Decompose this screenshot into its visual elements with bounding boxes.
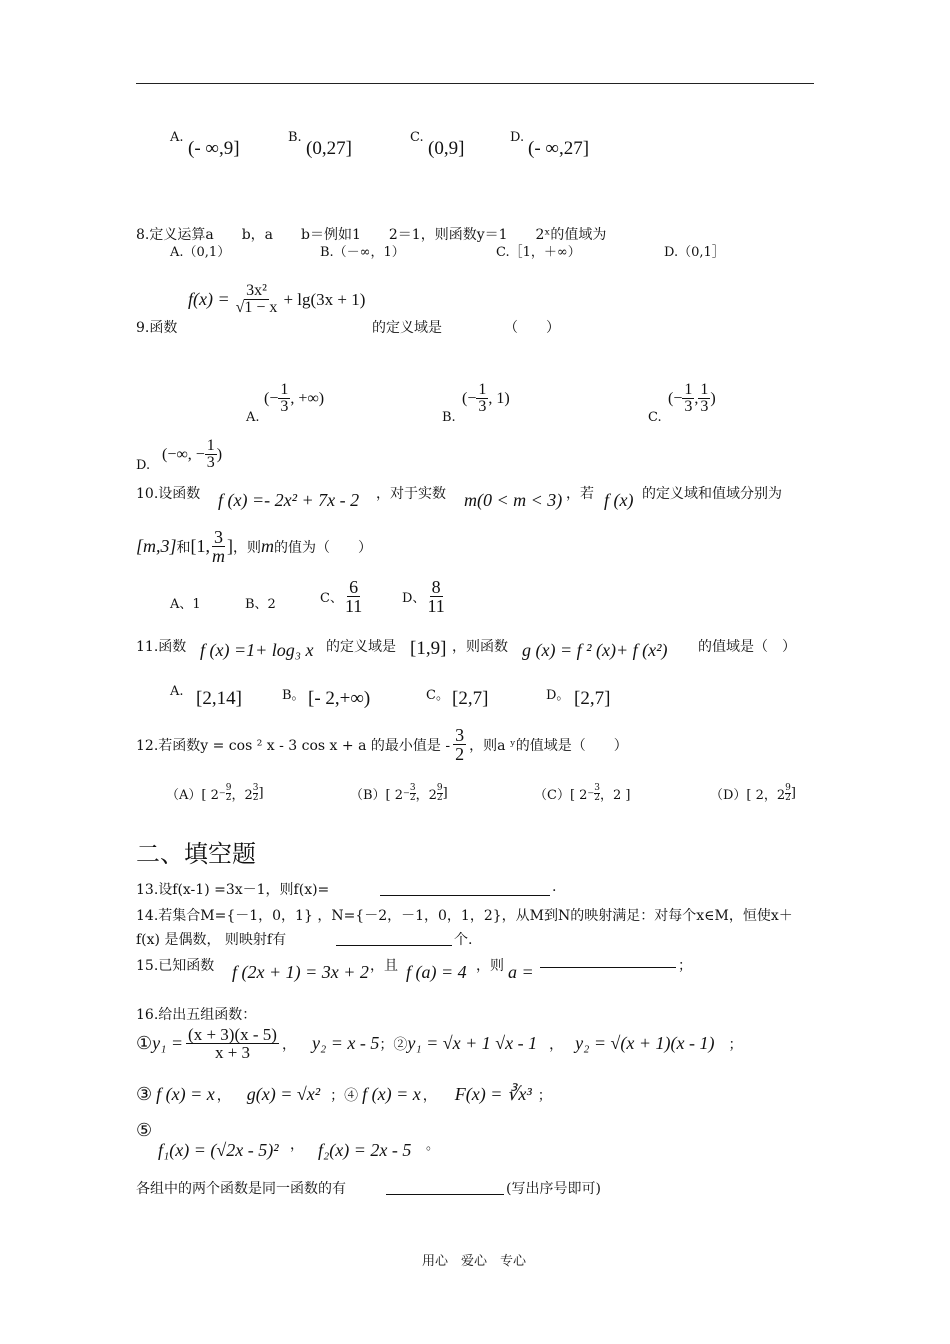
q10-c-den: 11: [344, 596, 363, 616]
q10-c-fraction: [343, 578, 364, 615]
q7-option-d-label: D.: [510, 130, 525, 145]
q11-option-d-value: [2,7]: [574, 688, 611, 709]
q12-a-end: ]: [258, 786, 264, 801]
q10-m: m: [261, 536, 275, 556]
q9-a-pre: (−: [264, 389, 279, 407]
q11-option-b-label: B。: [282, 688, 305, 703]
q9-c-den2: 3: [700, 398, 709, 415]
q12-b-n1: 3: [409, 783, 416, 793]
q9-option-d-value: [162, 438, 222, 471]
q9-a-fraction: [278, 382, 290, 415]
q12-d-d: 2: [785, 793, 791, 803]
q12-a-mid: ，2: [231, 788, 253, 803]
q9-formula-numerator: 3x²: [246, 282, 267, 299]
q9-d-den: 3: [206, 454, 215, 471]
q16-semi4: ；: [537, 1088, 552, 1104]
q11-g-function: g (x) = f ² (x)+ f (x²): [522, 640, 668, 660]
q16-comma1: ，: [281, 1037, 296, 1053]
q9-formula: [188, 283, 365, 316]
q8-option-a: A.（0,1）: [170, 245, 231, 260]
q11-mid2: ，则函数: [452, 639, 508, 655]
q7-option-d-value: (- ∞,27]: [528, 138, 590, 159]
q9-d-fraction: [205, 438, 217, 471]
q10-interval-fraction: [210, 528, 227, 565]
q9-option-d-label: D.: [136, 458, 151, 473]
q9-d-post: ): [216, 445, 223, 463]
q16-circle-2: ；②: [379, 1037, 408, 1053]
q15-end: ；: [678, 958, 692, 974]
q16-end5: 。: [426, 1138, 440, 1153]
q10-option-d: [402, 578, 447, 615]
q9-formula-tail: + lg(3x + 1): [283, 289, 366, 309]
q12-tail: ，则a ʸ的值域是（ ）: [469, 737, 628, 754]
header-rule: [136, 83, 814, 84]
q15-mid2: ，则: [476, 958, 504, 974]
q7-option-c-value: (0,9]: [428, 138, 465, 159]
q9-b-den: 3: [478, 398, 487, 415]
q12-option-b: [350, 784, 448, 803]
q9-option-b-value: [462, 382, 510, 415]
q11-option-d-label: D。: [546, 688, 570, 703]
q16-g3: g(x) = √x²: [246, 1084, 321, 1104]
q16-comma3: ，: [216, 1088, 231, 1104]
q10-prefix: 10.设函数: [136, 486, 201, 502]
q9-c-post: ): [710, 389, 716, 407]
q16-circle-3: ③: [136, 1084, 153, 1104]
q12-line: 12.若函数y = cos ² x - 3 cos x + a 的最小值是 -: [136, 737, 451, 754]
q10-and: 和: [176, 539, 191, 556]
q12-stem: [136, 726, 628, 763]
q9-a-post: , +∞): [290, 389, 325, 407]
q15-fa: f (a) = 4: [406, 962, 467, 982]
q16-y1-den: x + 3: [214, 1043, 251, 1062]
q9-option-a-value: [264, 382, 324, 415]
q16-title: 16.给出五组函数：: [136, 1007, 257, 1023]
q16-circle-1: ①: [136, 1033, 153, 1053]
q12-a-pre: （A）[ 2⁻: [166, 788, 226, 803]
q11-option-c-value: [2,7]: [452, 688, 489, 709]
q10-option-c: [320, 578, 364, 615]
q9-a-num: 1: [280, 381, 289, 398]
q9-b-fraction: [476, 382, 488, 415]
q16-f4: f (x) = x: [362, 1084, 421, 1104]
q11-prefix: 11.函数: [136, 639, 187, 655]
q11-option-a-value: [2,14]: [196, 688, 242, 709]
q12-frac-den: 2: [455, 744, 465, 764]
q16-comma4: ，: [422, 1088, 437, 1104]
q16-line2: [136, 1084, 552, 1105]
q10-interval-m3: [m,3]: [136, 536, 177, 556]
q8-option-d: D.（0,1］: [664, 245, 725, 260]
q12-a-n1: 9: [225, 783, 232, 793]
q10-interval-post: ]: [227, 536, 234, 556]
q12-b-n2: 9: [436, 783, 443, 793]
q13-answer-blank[interactable]: [380, 879, 550, 896]
q9-c-den1: 3: [684, 398, 693, 415]
q12-b-d1: 2: [409, 793, 416, 803]
q10-mid: ，对于实数: [376, 486, 446, 502]
q12-d-pre: （D）[ 2，2: [710, 788, 786, 803]
q16-y2b: y₂ = √(x + 1)(x - 1): [575, 1033, 715, 1053]
q12-c-pre: （C）[ 2⁻: [534, 788, 595, 803]
q16-answer-blank[interactable]: [386, 1178, 504, 1195]
q11-option-c-label: C。: [426, 688, 449, 703]
q12-b-mid: ，2: [415, 788, 437, 803]
q12-b-pre: （B）[ 2⁻: [350, 788, 410, 803]
q14-line2: f(x) 是偶数， 则映射f有: [136, 932, 287, 948]
q10-d-den: 11: [427, 596, 445, 616]
q16-comma2: ，: [549, 1037, 564, 1053]
q9-answer-paren: （ ）: [504, 320, 560, 336]
section-heading: 二、填空题: [136, 840, 256, 868]
q11-mid: 的定义域是: [326, 639, 396, 655]
q12-b-d2: 2: [436, 793, 443, 803]
q11-option-b-value: [- 2,+∞): [308, 688, 371, 709]
q7-option-c-label: C.: [410, 130, 424, 145]
q10-frac-num: 3: [214, 527, 224, 547]
page-footer: 用心 爱心 专心: [422, 1254, 527, 1269]
q16-comma5: ，: [290, 1137, 304, 1153]
q10-c-label: C、: [320, 591, 343, 606]
q10-then: ，则: [233, 539, 262, 556]
q16-f5a: f₁(x) = (√2x - 5)²: [158, 1140, 279, 1160]
q12-c-n1: 3: [594, 783, 601, 793]
q12-option-d: [710, 784, 796, 803]
q7-option-b-value: (0,27]: [306, 138, 352, 159]
q12-a-n2: 3: [252, 783, 259, 793]
q12-c-mid: ，2 ]: [600, 788, 631, 803]
q16-y1-fraction: [186, 1026, 279, 1061]
q11-option-a-label: A.: [170, 684, 184, 699]
q14-line1: 14.若集合M={－1，0，1} ，N={－2，－1，0，1，2}，从M到N的映射满足：对每个x∈M，恒使x＋: [136, 908, 793, 924]
q16-y2: y₂ = x - 5: [311, 1033, 380, 1053]
q9-c-num1: 1: [684, 381, 693, 398]
q12-c-d1: 2: [594, 793, 601, 803]
q9-c-mid: ,: [694, 389, 699, 407]
q12-b-end: ]: [442, 786, 448, 801]
q10-option-b: B、2: [245, 597, 276, 612]
q7-option-a-value: (- ∞,9]: [188, 138, 240, 159]
q10-tail: 的定义域和值域分别为: [642, 486, 782, 502]
q10-line2: [136, 528, 372, 565]
q10-mid2: ，若: [566, 486, 594, 502]
q10-d-fraction: [425, 578, 446, 615]
q9-d-pre: (−∞, −: [162, 445, 205, 463]
q16-F4: F(x) = ∛x³: [454, 1084, 532, 1104]
q9-formula-lhs: f(x) =: [188, 289, 230, 309]
q13-end: .: [552, 879, 557, 895]
q10-frac-den: m: [212, 546, 226, 566]
q9-formula-denominator: √1 − x: [235, 299, 278, 316]
q7-option-a-label: A.: [170, 130, 184, 145]
q16-line3: [136, 1120, 153, 1141]
q16-y1-num: (x + 3)(x - 5): [188, 1025, 277, 1044]
q15-mid: ，且: [370, 958, 398, 974]
q9-b-pre: (−: [462, 389, 477, 407]
q9-c-fraction-2: [698, 382, 710, 415]
q9-d-num: 1: [206, 437, 215, 454]
q10-fx: f (x): [604, 490, 634, 510]
q16-last-end: (写出序号即可): [506, 1181, 601, 1197]
q9-c-pre: (−: [668, 389, 683, 407]
q12-d-n: 9: [785, 783, 791, 793]
q9-c-num2: 1: [700, 381, 709, 398]
q16-circle-4: ；④: [330, 1088, 359, 1104]
q7-option-b-label: B.: [288, 130, 302, 145]
q9-b-num: 1: [478, 381, 487, 398]
q15-prefix: 15.已知函数: [136, 958, 215, 974]
q12-option-c: [534, 784, 631, 803]
q11-function: f (x) =1+ log₃ x: [200, 640, 314, 660]
q16-line1: [136, 1026, 743, 1061]
q15-answer-blank[interactable]: [540, 966, 676, 968]
q9-a-den: 3: [280, 398, 289, 415]
q16-y1b: y₁ = √x + 1 √x - 1: [407, 1033, 538, 1053]
q9-c-fraction-1: [682, 382, 694, 415]
q12-fraction: [453, 726, 466, 763]
q12-a-d2: 2: [252, 793, 259, 803]
q15-function: f (2x + 1) = 3x + 2: [232, 962, 369, 982]
q9-prefix: 9.函数: [136, 320, 178, 336]
q14-end: 个.: [454, 932, 473, 948]
q10-option-a: A、1: [170, 597, 201, 612]
q16-last: 各组中的两个函数是同一函数的有: [136, 1181, 346, 1197]
q10-d-num: 8: [431, 577, 441, 597]
q10-condition: m(0 < m < 3): [464, 490, 563, 510]
q9-option-a-label: A.: [246, 410, 260, 425]
q16-f5b: f₂(x) = 2x - 5: [318, 1140, 412, 1160]
q9-option-c-label: C.: [648, 410, 662, 425]
q10-end: 的值为（ ）: [274, 539, 373, 556]
q16-f3: f (x) = x: [156, 1084, 215, 1104]
q10-function: f (x) =- 2x² + 7x - 2: [218, 490, 360, 510]
q9-b-post: , 1): [488, 389, 510, 407]
q9-option-b-label: B.: [442, 410, 456, 425]
q10-interval-pre: [1,: [190, 536, 211, 556]
q16-y1-lhs: y₁ =: [152, 1033, 184, 1053]
q9-option-c-value: [668, 382, 716, 415]
q16-circle-5: ⑤: [136, 1120, 153, 1140]
q12-frac-num: 3: [455, 725, 465, 745]
q8-option-b: B.（－∞，1）: [320, 245, 405, 260]
q13-text: 13.设f(x-1) =3x－1，则f(x)=: [136, 882, 330, 898]
q10-d-label: D、: [402, 591, 426, 606]
q11-domain: [1,9]: [410, 638, 447, 659]
q15-a: a =: [508, 962, 534, 982]
q14-answer-blank[interactable]: [336, 929, 452, 946]
q9-suffix: 的定义域是: [372, 320, 442, 336]
q12-option-a: [166, 784, 264, 803]
q16-semi2: ；: [728, 1037, 743, 1053]
q12-d-end: ]: [790, 786, 796, 801]
q9-formula-fraction: [234, 283, 280, 316]
q12-a-d1: 2: [225, 793, 232, 803]
q10-c-num: 6: [349, 577, 359, 597]
q8-option-c: C.［1，＋∞）: [496, 245, 581, 260]
q8-stem: 8.定义运算a b，a b＝例如1 2＝1，则函数y＝1 2ˣ的值域为: [136, 227, 607, 243]
q11-tail: 的值域是（ ）: [698, 639, 796, 655]
